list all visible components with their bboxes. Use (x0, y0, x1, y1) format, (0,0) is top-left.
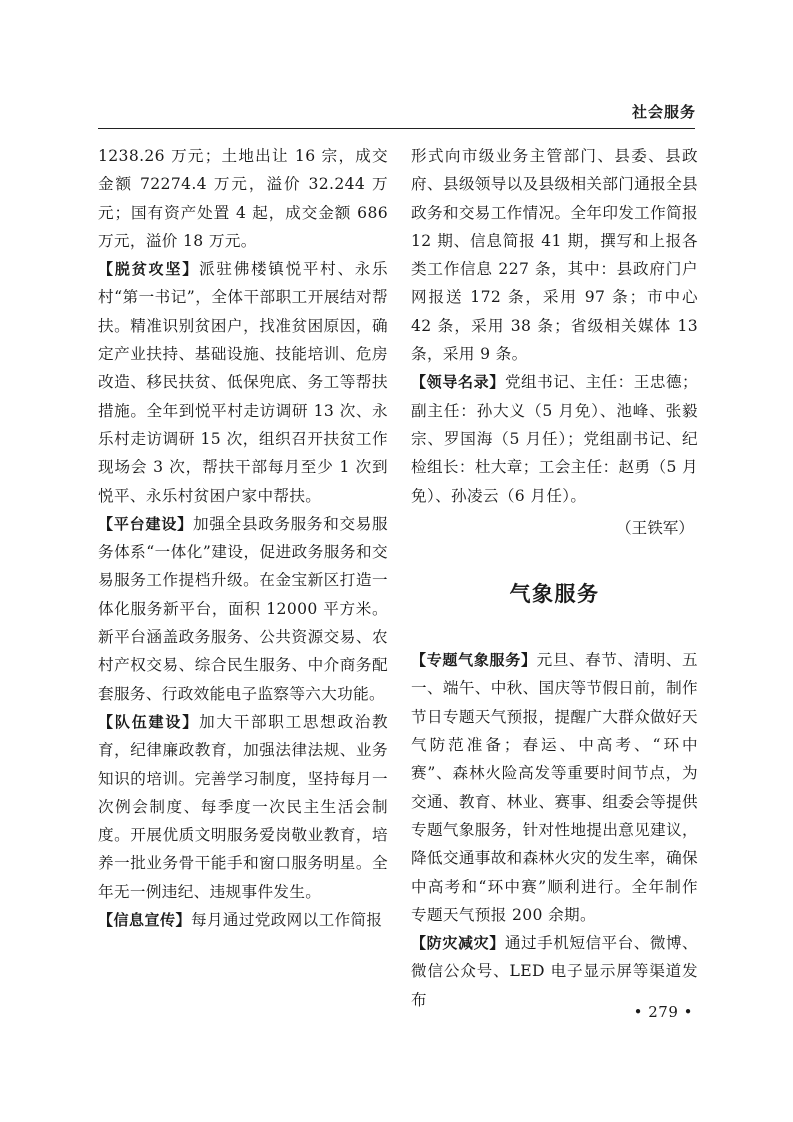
paragraph-information-continued (411, 142, 698, 368)
section-tag: 【防灾减灾】 (411, 934, 505, 953)
paragraph-text: 形式向市级业务主管部门、县委、县政府、县级领导以及县级相关部门通报全县政务和交易工作情况。全年印发工作简报 12 期、信息简报 41 期，撰写和上报各类工作信息 227 条，其中：县政府门户网报送 172 条，采用 97 条；市中心 42 条，采用 38 条；省级相关媒体 13 条，采用 9 条。 (411, 147, 698, 364)
paragraph-text: 1238.26 万元；土地出让 16 宗，成交金额 72274.4 万元，溢价 32.244 万元；国有资产处置 4 起，成交金额 686 万元，溢价 18 万元。 (98, 147, 388, 250)
paragraph-information-publicity (98, 906, 388, 934)
page-number: • 279 • (633, 1003, 693, 1021)
section-tag: 【领导名录】 (411, 373, 505, 392)
section-tag: 【脱贫攻坚】 (98, 260, 200, 279)
paragraph-text: 每月通过党政网以工作简报 (191, 911, 383, 930)
section-tag: 【平台建设】 (98, 514, 193, 533)
paragraph-text: 元旦、春节、清明、五一、端午、中秋、国庆等节假日前，制作节日专题天气预报，提醒广大群众做好天气防范准备；春运、中高考、“环中赛”、森林火险高发等重要时间节点，为交通、教育、林业、赛事、组委会等提供专题气象服务，针对性地提出意见建议，降低交通事故和森林火灾的发生率，确保中高考和“环中赛”顺利进行。全年制作专题天气预报 200 余期。 (411, 651, 698, 924)
paragraph-text: 加强全县政务服务和交易服务体系“一体化”建设，促进政务服务和交易服务工作提档升级。在金宝新区打造一体化服务新平台，面积 12000 平方米。新平台涵盖政务服务、公共资源交易、农村产权交易、综合民生服务、中介商务配套服务、行政效能电子监察等六大功能。 (98, 514, 388, 703)
paragraph-leadership-roster (411, 368, 698, 509)
paragraph-text: 派驻佛楼镇悦平村、永乐村“第一书记”，全体干部职工开展结对帮扶。精准识别贫困户，找准贫困原因，确定产业扶持、基础设施、技能培训、危房改造、移民扶贫、低保兜底、务工等帮扶措施。全年到悦平村走访调研 13 次、永乐村走访调研 15 次，组织召开扶贫工作现场会 3 次，帮扶干部每月至少 1 次到悦平、永乐村贫困户家中帮扶。 (98, 260, 388, 505)
paragraph-team-building (98, 708, 388, 906)
paragraph-disaster-prevention (411, 929, 698, 1014)
paragraph-text: 党组书记、主任：王忠德；副主任：孙大义（5 月免）、池峰、张毅宗、罗国海（5 月任）；党组副书记、纪检组长：杜大章；工会主任：赵勇（5 月免）、孙凌云（6 月任）。 (411, 373, 698, 505)
paragraph-land-transfer (98, 142, 388, 255)
running-head: 社会服务 (631, 103, 696, 121)
paragraph-poverty-alleviation (98, 255, 388, 510)
paragraph-special-weather-service (411, 646, 698, 929)
header-rule (98, 128, 695, 129)
paragraph-text: 通过手机短信平台、微博、微信公众号、LED 电子显示屏等渠道发布 (411, 934, 698, 1009)
paragraph-platform-building (98, 510, 388, 708)
left-column (98, 142, 388, 934)
paragraph-text: 加大干部职工思想政治教育，纪律廉政教育，加强法律法规、业务知识的培训。完善学习制度，坚持每月一次例会制度、每季度一次民主生活会制度。开展优质文明服务爱岗敬业教育，培养一批业务骨干能手和窗口服务明星。全年无一例违纪、违规事件发生。 (98, 712, 388, 901)
section-title-weather-service: 气象服务 (509, 582, 600, 607)
section-tag: 【信息宣传】 (98, 911, 192, 930)
section-tag: 【专题气象服务】 (411, 651, 537, 670)
right-column (411, 142, 698, 1014)
section-tag: 【队伍建设】 (98, 712, 200, 731)
author-signature: （王铁军） (616, 518, 694, 537)
